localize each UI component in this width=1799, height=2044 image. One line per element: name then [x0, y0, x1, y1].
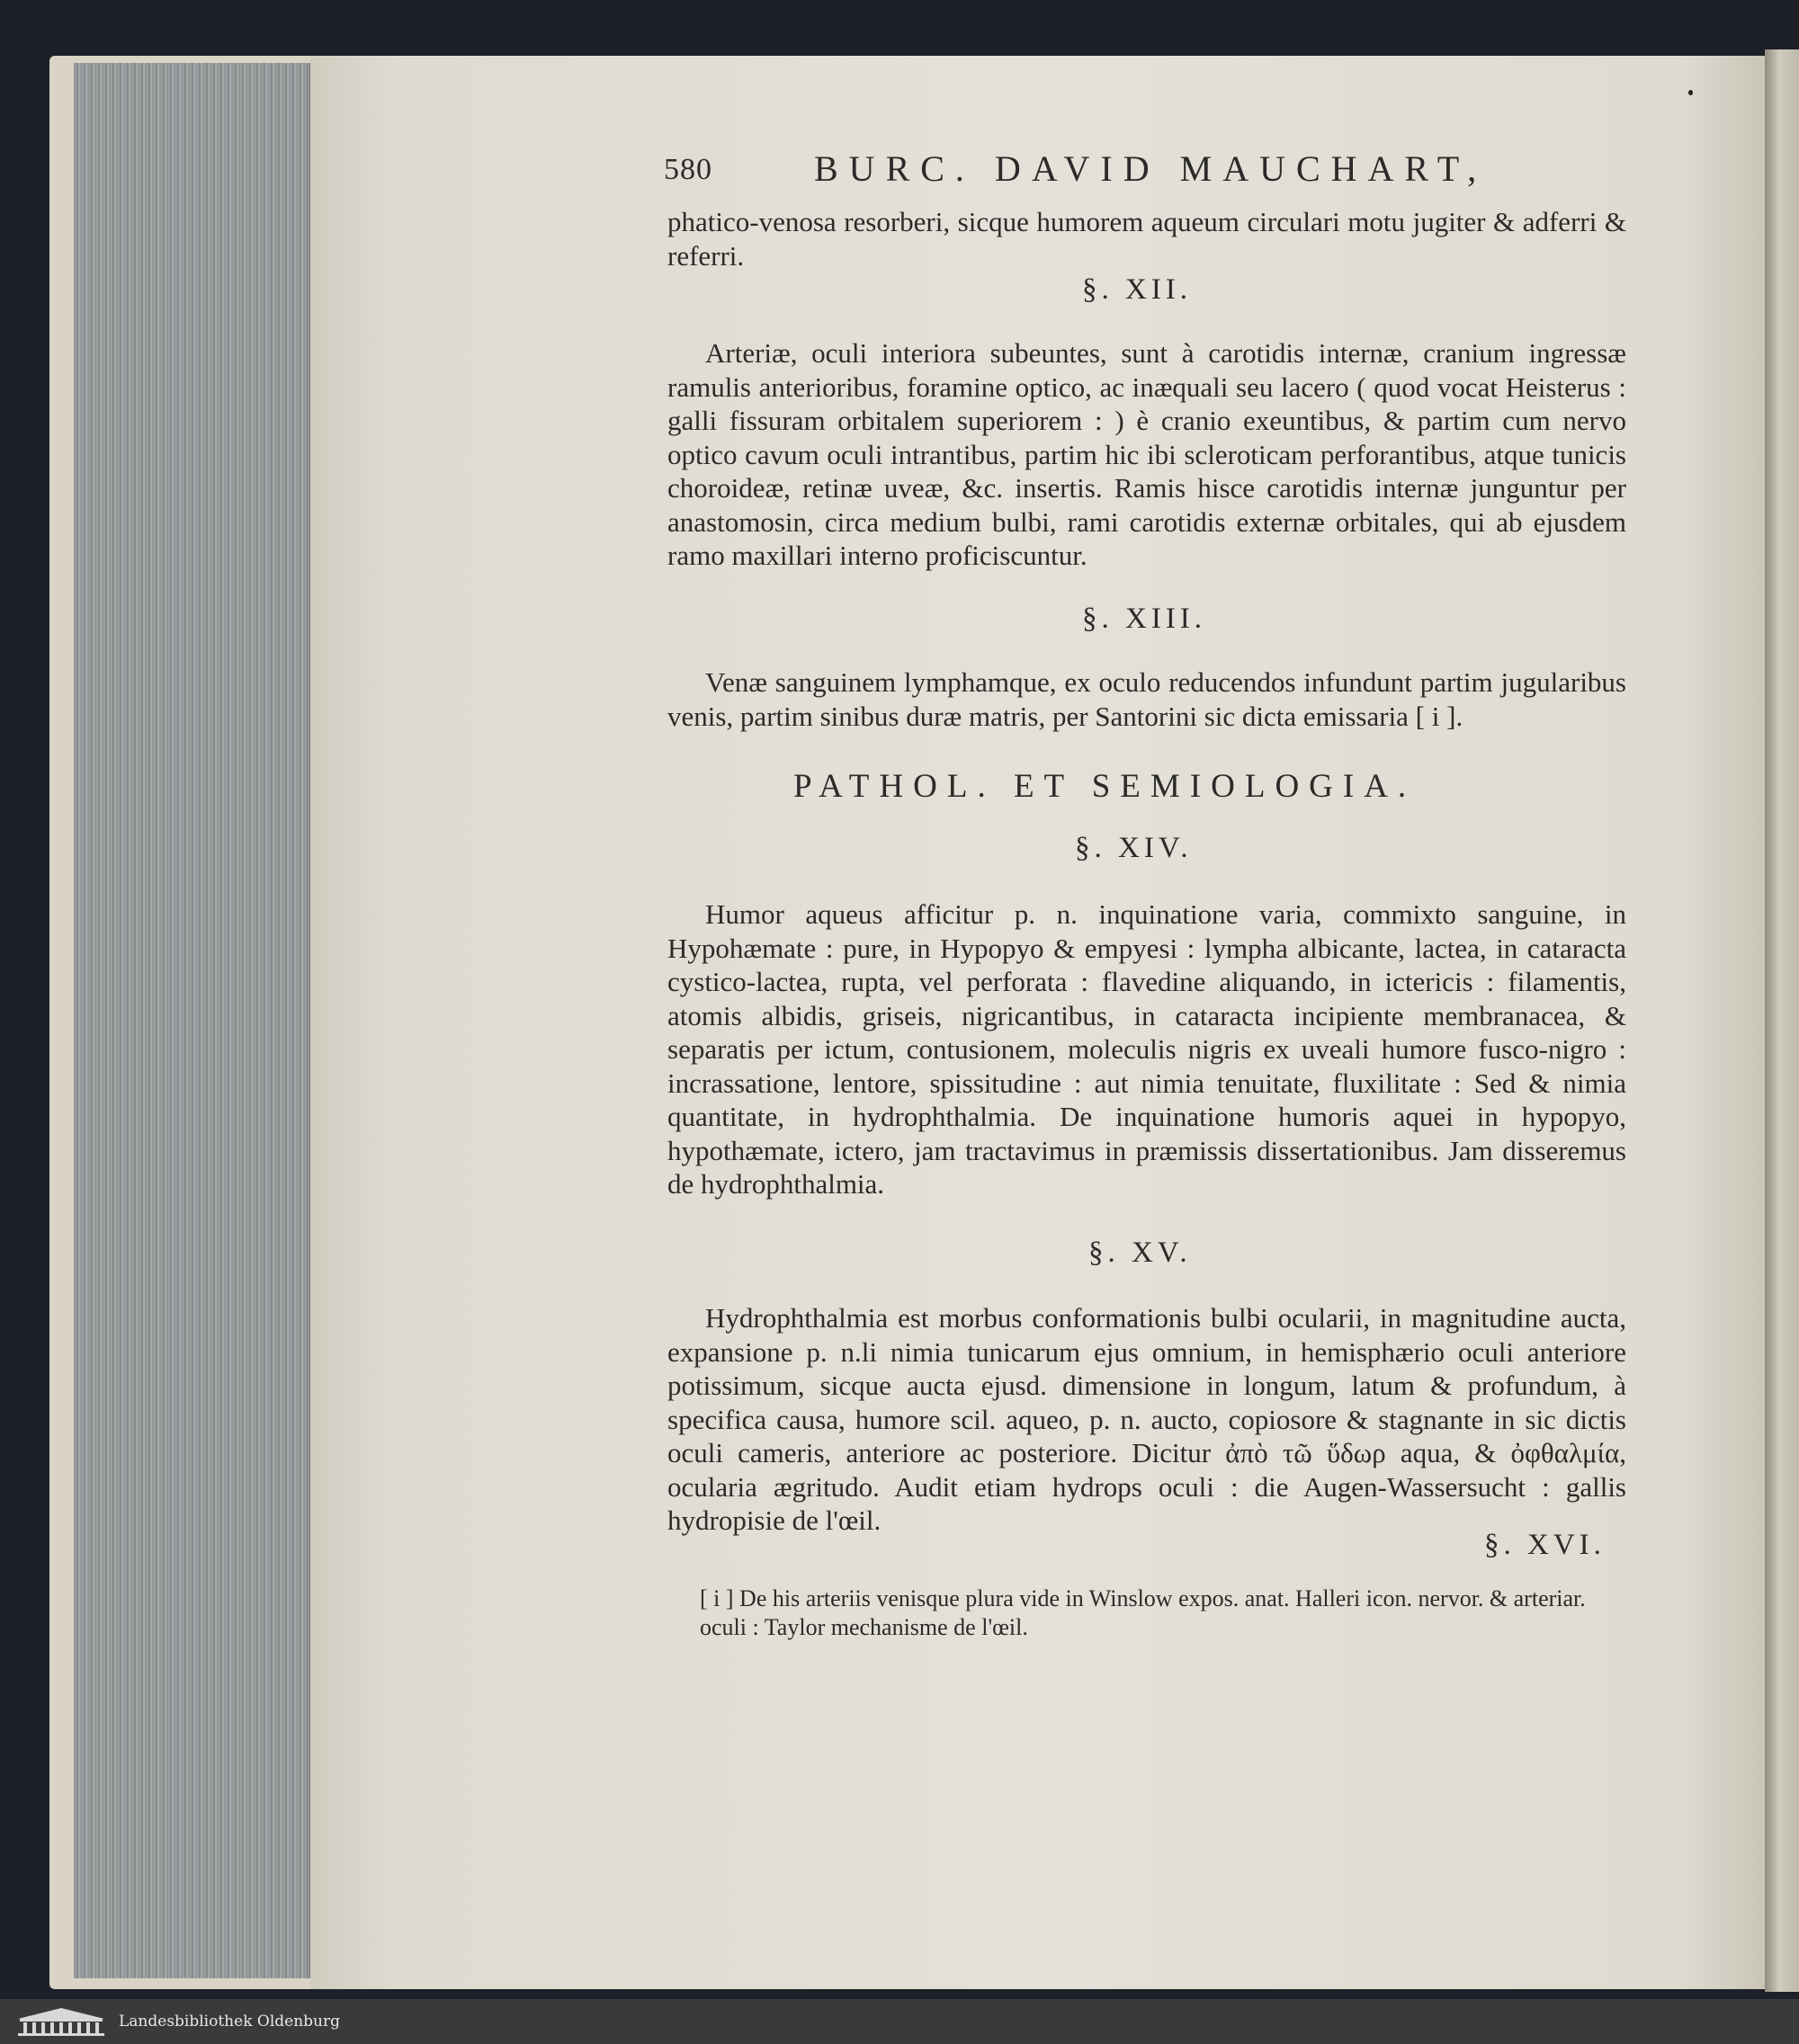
library-name: Landesbibliothek Oldenburg [119, 2013, 341, 2031]
ink-speck [1688, 90, 1693, 95]
footnote: [ i ] De his arteriis venisque plura vide in Winslow expos. anat. Halleri icon. nervor. & arteriar. oculi : Taylor mechanisme de l'œil. [700, 1585, 1586, 1640]
paragraph-xv: Hydrophthalmia est morbus conformationis bulbi ocularii, in magnitudine aucta, expansione p. n.li nimia tunicarum ejus omnium, in hemisphærio oculi anteriore potissimum, sicque aucta ejusd. dimensione in longum, latum & profundum, à specifica causa, humore scil. aqueo, p. n. aucto, copiosore & stagnante in sic dictis oculi cameris, anteriore ac posteriore. Dicitur ἀπὸ τῶ ὕδωρ aqua, & ὀφθαλμία, ocularia ægritudo. Audit etiam hydrops oculi : die Augen-Wassersucht : gallis hydropisie de l'œil. [667, 1302, 1626, 1536]
facing-page-edge [1765, 49, 1799, 1992]
section-xii-label: §. XII. [1082, 273, 1193, 306]
running-title: BURC. DAVID MAUCHART, [814, 148, 1488, 189]
section-xiv-label: §. XIV. [1075, 832, 1193, 864]
paragraph-xiv: Humor aqueus afficitur p. n. inquinatione varia, commixto sanguine, in Hypohæmate : pure, in Hypopyo & empyesi : lympha albicante, lactea, in cataracta cystico-lactea, rupta, vel perforata : flavedine aliquando, in ictericis : filamentis, atomis albidis, griseis, nigricantibus, in cataracta incipiente membranacea, & separatis per ictum, contusionem, moleculis nigris ex uveali humore fusco-nigro : incrassatione, lentore, spissitudine : aut nimia tenuitate, fluxilitate : Sed & nimia quantitate, in hydrophthalmia. De inquinatione humoris aquei in hypopyo, hypothæmate, ictero, jam tractavimus in præmissis dissertationibus. Jam disseremus de hydrophthalmia. [667, 898, 1626, 1200]
section-xiii-label: §. XIII. [1082, 602, 1207, 635]
page-edges [74, 63, 311, 1978]
paragraph-xiii: Venæ sanguinem lymphamque, ex oculo reducendos infundunt partim jugularibus venis, partim sinibus duræ matris, per Santorini sic dicta emissaria [ i ]. [667, 666, 1626, 732]
library-building-icon [16, 2006, 106, 2037]
section-xv-label: §. XV. [1088, 1236, 1192, 1269]
paragraph-xii: Arteriæ, oculi interiora subeuntes, sunt à carotidis internæ, cranium ingressæ ramulis anterioribus, foramine optico, ac inæquali seu lacero ( quod vocat Heisterus : galli fissuram orbitalem superiorem : ) è cranio exeuntibus, & partim cum nervo optico cavum oculi intrantibus, partim hic ibi scleroticam perforantibus, atque tunicis choroideæ, retinæ uveæ, &c. insertis. Ramis hisce carotidis internæ junguntur per anastomosin, circa medium bulbi, rami carotidis externæ orbitales, qui ab ejusdem ramo maxillari interno proficiscuntur. [667, 337, 1626, 571]
page-number: 580 [664, 153, 712, 186]
paragraph-continuation: phatico-venosa resorberi, sicque humorem aqueum circulari motu jugiter & adferri & referri. [667, 206, 1626, 272]
section-heading: PATHOL. ET SEMIOLOGIA. [793, 768, 1417, 805]
footer-bar [0, 1999, 1799, 2044]
section-xvi-label: §. XVI. [1484, 1529, 1606, 1561]
